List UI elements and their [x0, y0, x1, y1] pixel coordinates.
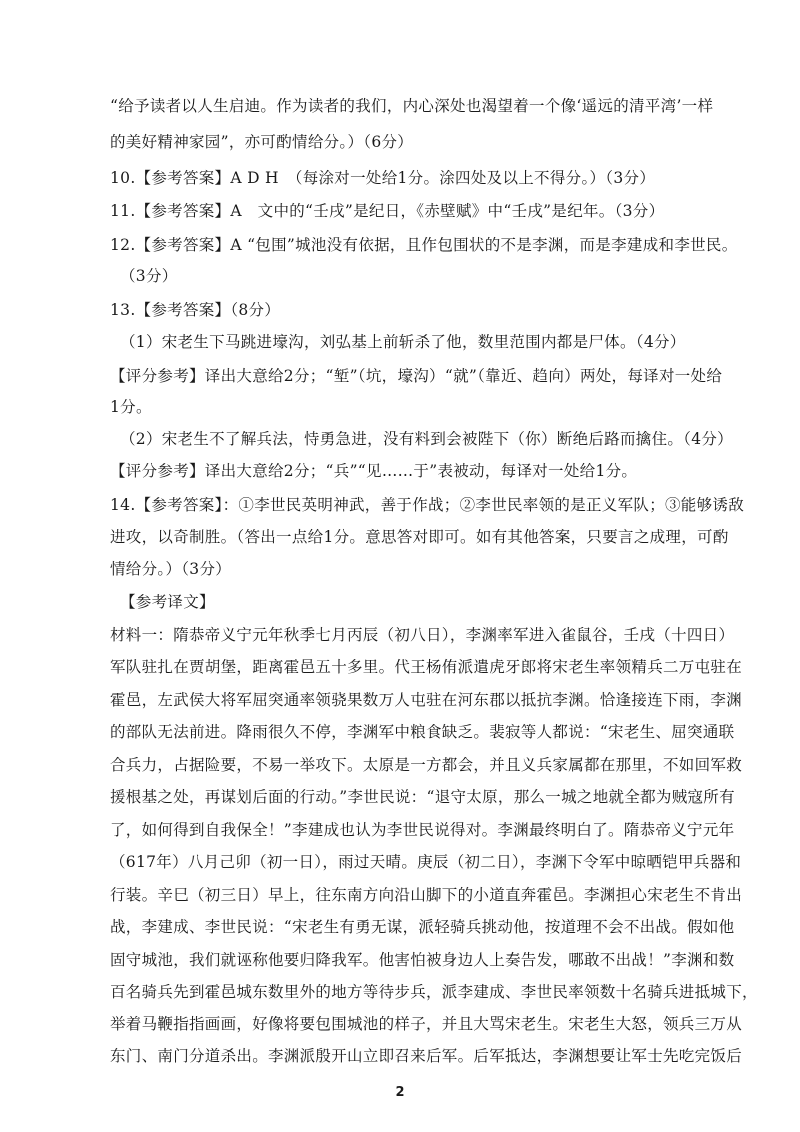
scoring-note-1: 【评分参考】译出大意给2分；“堑”（坑，壕沟）“就”（靠近、趋向）两处，每译对一处给 [110, 367, 723, 385]
text-line-1: “给予读者以人生启迪。作为读者的我们，内心深处也渴望着一个像‘遥远的清平湾’一样 [110, 97, 714, 115]
answer-13: 13.【参考答案】（8分） [110, 301, 281, 319]
translation-line-7: 了，如何得到自我保全！”李建成也认为李世民说得对。李渊最终明白了。隋恭帝义宁元年 [110, 821, 735, 839]
translation-line-12: 百名骑兵先到霍邑城东数里外的地方等待步兵，派李建成、李世民率领数十名骑兵进抵城下， [110, 983, 758, 1001]
scoring-note-2: 【评分参考】译出大意给2分；“兵”“见……于”表被动，每译对一处给1分。 [110, 462, 638, 480]
answer-11: 11.【参考答案】A 文中的“壬戌”是纪日，《赤壁赋》中“壬戌”是纪年。（3分） [110, 202, 665, 220]
answer-14-cont-1: 进攻，以奇制胜。（答出一点给1分。意思答对即可。如有其他答案，只要言之成理，可酌 [110, 528, 729, 546]
translation-line-8: （617年）八月己卯（初一日），雨过天晴。庚辰（初二日），李渊下令军中晾晒铠甲兵器和 [110, 853, 742, 871]
translation-line-9: 行装。辛巳（初三日）早上，往东南方向沿山脚下的小道直奔霍邑。李渊担心宋老生不肯出 [110, 886, 743, 904]
translation-line-11: 固守城池，我们就诬称他要归降我军。他害怕被身边人上奏告发，哪敢不出战！”李渊和数 [110, 951, 735, 969]
text-line-2: 的美好精神家园”，亦可酌情给分。）（6分） [110, 133, 414, 151]
translation-line-1: 材料一：隋恭帝义宁元年秋季七月丙辰（初八日），李渊率军进入雀鼠谷，壬戌（十四日） [110, 626, 735, 644]
answer-12-score: （3分） [120, 267, 178, 285]
translation-line-5: 合兵力，占据险要，不易一举攻下。太原是一方都会，并且义兵家属都在那里，不如回军救 [110, 756, 743, 774]
translation-line-14: 东门、南门分道杀出。李渊派殷开山立即召来后军。后军抵达，李渊想要让军士先吃完饭后 [110, 1047, 743, 1065]
translation-line-13: 举着马鞭指指画画，好像将要包围城池的样子，并且大骂宋老生。宋老生大怒，领兵三万从 [110, 1015, 743, 1033]
translation-line-10: 战，李建成、李世民说：“宋老生有勇无谋，派轻骑兵挑动他，按道理不会不出战。假如他 [110, 918, 735, 936]
translation-heading: 【参考译文】 [120, 593, 215, 611]
answer-14: 14.【参考答案】：①李世民英明神武，善于作战；②李世民率领的是正义军队；③能够诱敌 [110, 496, 745, 514]
translation-line-3: 霍邑，左武侯大将军屈突通率领骁果数万人屯驻在河东郡以抵抗李渊。恰逢接连下雨，李渊 [110, 691, 743, 709]
translation-line-4: 的部队无法前进。降雨很久不停，李渊军中粮食缺乏。裴寂等人都说：“宋老生、屈突通联 [110, 723, 735, 741]
answer-13-part-1: （1）宋老生下马跳进壕沟，刘弘基上前斩杀了他，数里范围内都是尸体。（4分） [120, 333, 686, 351]
answer-10: 10.【参考答案】A D H （每涂对一处给1分。涂四处及以上不得分。）（3分） [110, 169, 656, 187]
answer-13-part-2: （2）宋老生不了解兵法，恃勇急进，没有料到会被陛下（你）断绝后路而擒住。（4分） [120, 430, 733, 448]
answer-12: 12.【参考答案】A “包围”城池没有依据，且作包围状的不是李渊，而是李建成和李世民。 [110, 236, 738, 254]
scoring-note-1-cont: 1分。 [110, 398, 152, 416]
translation-line-6: 援根基之处，再谋划后面的行动。”李世民说：“退守太原，那么一城之地就全都为贼寇所有 [110, 788, 735, 806]
answer-14-cont-2: 情给分。）（3分） [110, 560, 232, 578]
page-number: 2 [395, 1085, 405, 1100]
translation-line-2: 军队驻扎在贾胡堡，距离霍邑五十多里。代王杨侑派遣虎牙郎将宋老生率领精兵二万屯驻在 [110, 658, 743, 676]
